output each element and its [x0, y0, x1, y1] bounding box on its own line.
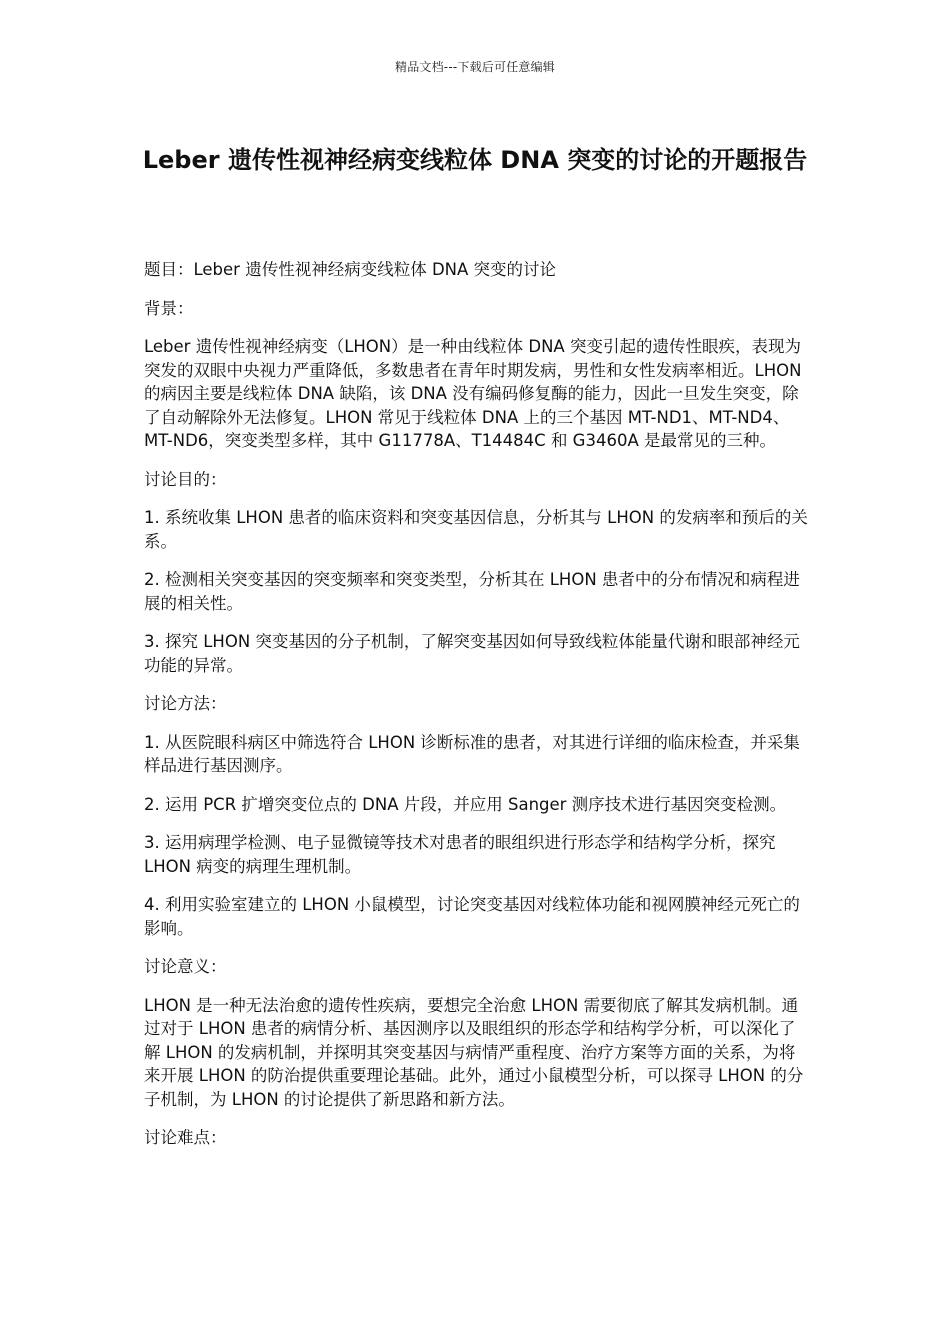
- section-heading-significance: 讨论意义：: [144, 957, 227, 976]
- significance-paragraph: LHON 是一种无法治愈的遗传性疾病，要想完全治愈 LHON 需要彻底了解其发病机制。通过对于 LHON 患者的病情分析、基因测序以及眼组织的形态学和结构学分析，可以深化了解 LHON 的发病机制，并探明其突变基因与病情严重程度、治疗方案等方面的关系，为将来开展 LHON 的防治提供重要理论基础。此外，通过小鼠模型分析，可以探寻 LHON 的分子机制，为 LHON 的讨论提供了新思路和新方法。: [144, 995, 804, 1109]
- purpose-item: 1. 系统收集 LHON 患者的临床资料和突变基因信息，分析其与 LHON 的发病率和预后的关系。: [144, 508, 808, 551]
- document-body: [144, 258, 808, 1165]
- method-item: 1. 从医院眼科病区中筛选符合 LHON 诊断标准的患者，对其进行详细的临床检查，并采集样品进行基因测序。: [144, 732, 800, 775]
- section-heading-difficulties: 讨论难点：: [144, 1128, 227, 1147]
- purpose-item: 3. 探究 LHON 突变基因的分子机制，了解突变基因如何导致线粒体能量代谢和眼部神经元功能的异常。: [144, 632, 800, 675]
- document-title: Leber 遗传性视神经病变线粒体 DNA 突变的讨论的开题报告: [142, 146, 808, 174]
- background-paragraph: Leber 遗传性视神经病变（LHON）是一种由线粒体 DNA 突变引起的遗传性眼疾，表现为突发的双眼中央视力严重降低，多数患者在青年时期发病，男性和女性发病率相近。LHON 的病因主要是线粒体 DNA 缺陷，该 DNA 没有编码修复酶的能力，因此一旦发生突变，除了自动解除外无法修复。LHON 常见于线粒体 DNA 上的三个基因 MT-ND1、MT-ND4、MT-ND6，突变类型多样，其中 G11778A、T14484C 和 G3460A 是最常见的三种。: [144, 337, 802, 450]
- method-item: 3. 运用病理学检测、电子显微镜等技术对患者的眼组织进行形态学和结构学分析，探究 LHON 病变的病理生理机制。: [144, 833, 776, 876]
- section-heading-methods: 讨论方法：: [144, 694, 227, 713]
- topic-line: 题目：Leber 遗传性视神经病变线粒体 DNA 突变的讨论: [144, 260, 557, 279]
- header-note: 精品文档---下载后可任意编辑: [395, 60, 555, 74]
- purpose-item: 2. 检测相关突变基因的突变频率和突变类型，分析其在 LHON 患者中的分布情况和病程进展的相关性。: [144, 570, 800, 613]
- section-heading-background: 背景：: [144, 298, 194, 318]
- method-item: 4. 利用实验室建立的 LHON 小鼠模型，讨论突变基因对线粒体功能和视网膜神经元死亡的影响。: [144, 895, 800, 938]
- method-item: 2. 运用 PCR 扩增突变位点的 DNA 片段，并应用 Sanger 测序技术进行基因突变检测。: [144, 794, 787, 814]
- section-heading-purpose: 讨论目的：: [144, 469, 227, 489]
